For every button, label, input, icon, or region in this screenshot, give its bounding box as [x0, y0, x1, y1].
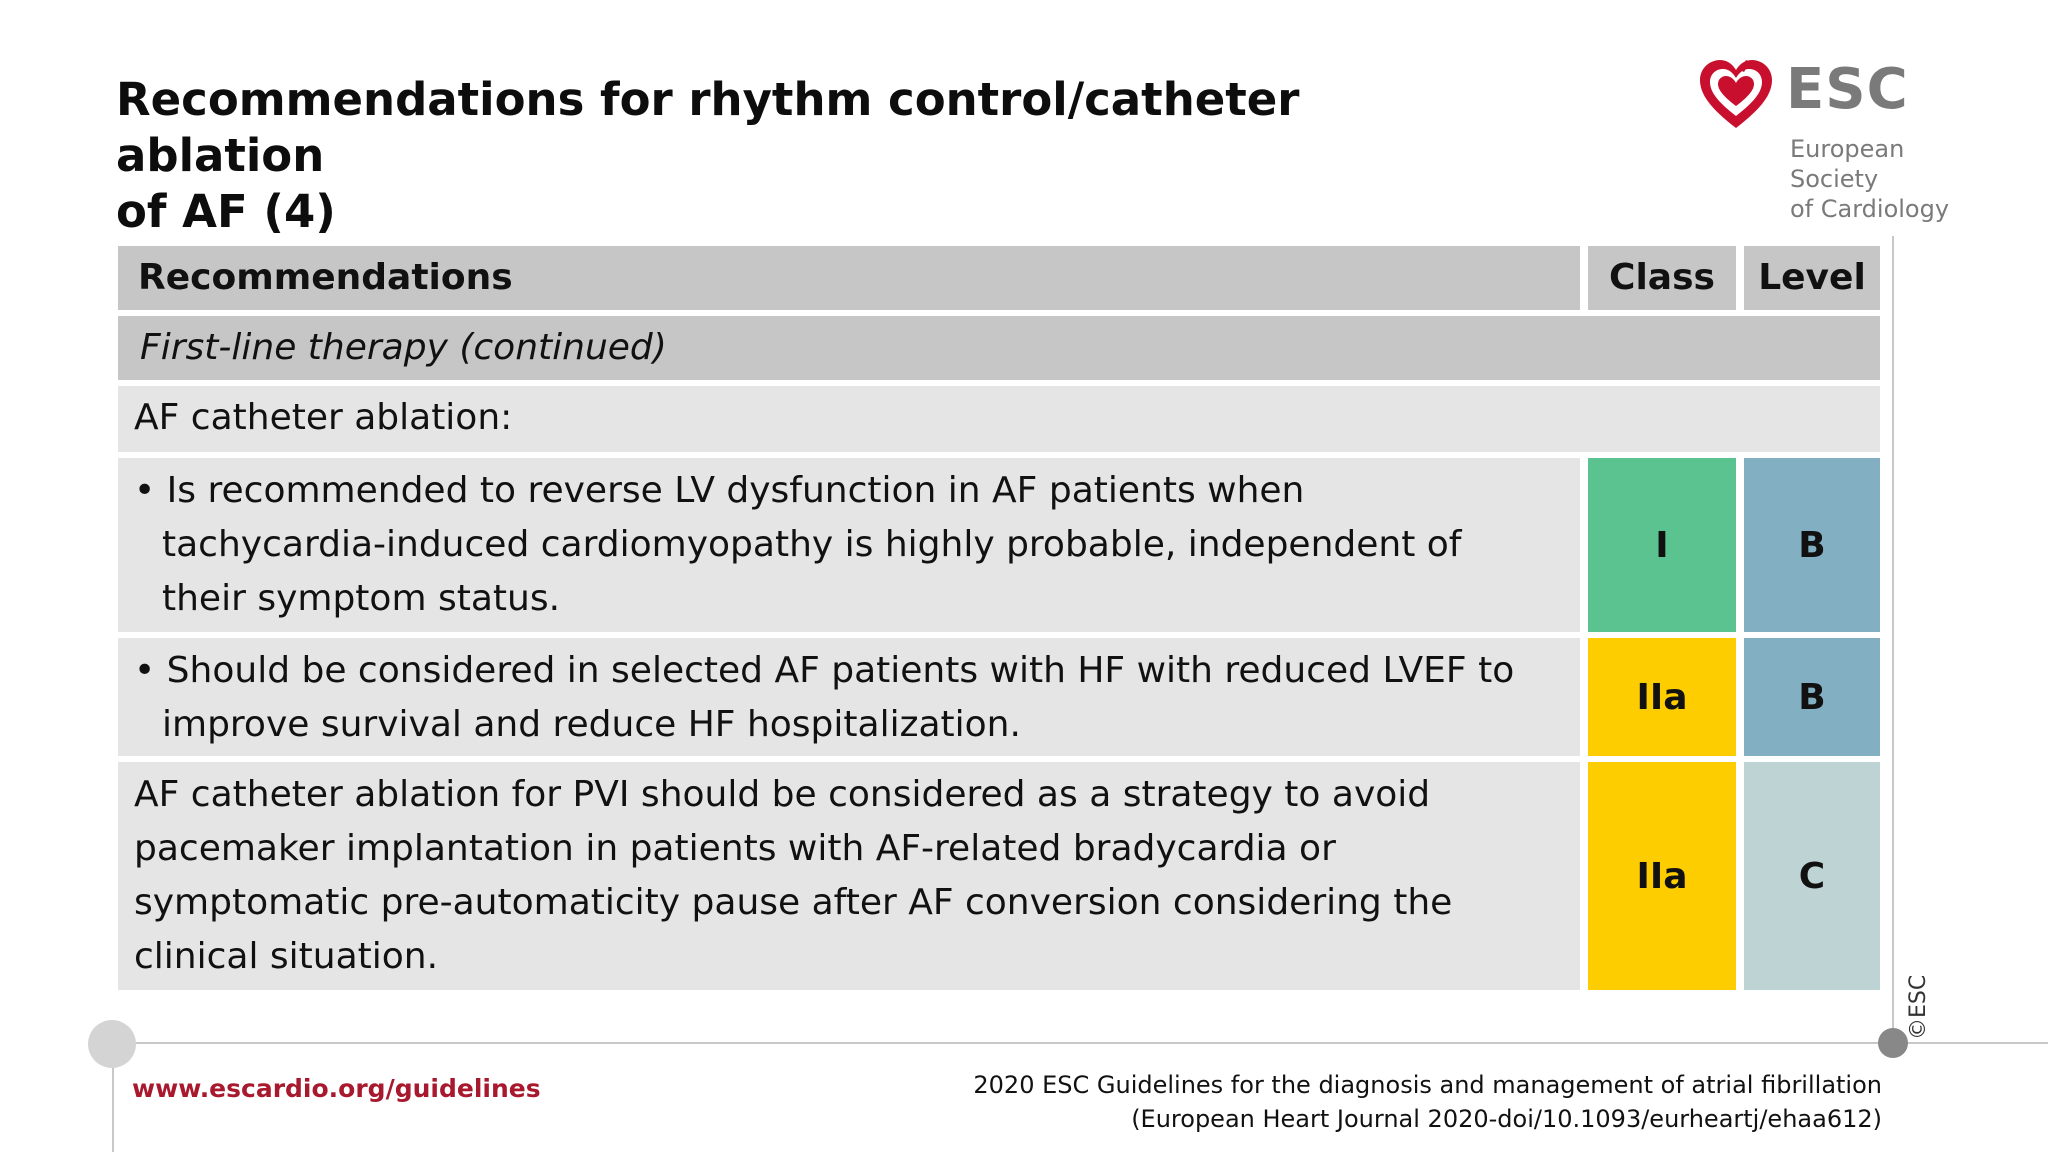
footer-reference-line-2: (European Heart Journal 2020-doi/10.1093/eurheartj/ehaa612): [1131, 1105, 1882, 1133]
section-label: First-line therapy (continued): [118, 316, 1880, 380]
footer-divider-line: [112, 1042, 2048, 1044]
row-3-line-4: clinical situation.: [134, 936, 439, 977]
copyright-label: ©ESC: [1906, 974, 1931, 1040]
slide-title-line-2: of AF (4): [116, 185, 336, 238]
footer-url-link[interactable]: www.escardio.org/guidelines: [132, 1074, 541, 1103]
logo-subtitle-line-1: European Society: [1790, 135, 1905, 193]
header-recommendations: Recommendations: [118, 246, 1580, 310]
row-3-level-badge: C: [1744, 762, 1880, 990]
row-1-level-badge: B: [1744, 458, 1880, 632]
row-3-class-badge: IIa: [1588, 762, 1736, 990]
row-1-line-3: their symptom status.: [162, 578, 561, 619]
row-2-line-1: • Should be considered in selected AF patients with HF with reduced LVEF to: [134, 650, 1515, 691]
row-2-level-badge: B: [1744, 638, 1880, 756]
table-row-2-text: [118, 638, 1580, 756]
footer-reference-line-1: 2020 ESC Guidelines for the diagnosis and management of atrial fibrillation: [973, 1071, 1882, 1099]
row-1-line-1: • Is recommended to reverse LV dysfunction in AF patients when: [134, 470, 1305, 511]
row-1-line-2: tachycardia-induced cardiomyopathy is highly probable, independent of: [162, 524, 1462, 565]
logo-subtitle-line-2: of Cardiology: [1790, 195, 1950, 223]
footer-right-dot: [1878, 1028, 1908, 1058]
footer-reference: [973, 1068, 1882, 1136]
table-row-1-text: [118, 458, 1580, 632]
header-class: Class: [1588, 246, 1736, 310]
esc-logo: [1696, 56, 1986, 223]
row-3-line-2: pacemaker implantation in patients with AF-related bradycardia or: [134, 828, 1336, 869]
row-3-line-3: symptomatic pre-automaticity pause after AF conversion considering the: [134, 882, 1453, 923]
row-1-class-badge: I: [1588, 458, 1736, 632]
row-2-class-badge: IIa: [1588, 638, 1736, 756]
group-label: AF catheter ablation:: [118, 386, 1880, 452]
logo-wordmark: ESC: [1786, 57, 1909, 122]
row-3-line-1: AF catheter ablation for PVI should be considered as a strategy to avoid: [134, 774, 1431, 815]
frame-right-line: [1892, 236, 1894, 1042]
slide-title: [116, 72, 1516, 240]
footer-left-dot: [88, 1020, 136, 1068]
logo-subtitle: [1790, 134, 1990, 224]
header-level: Level: [1744, 246, 1880, 310]
heart-logo-icon: [1696, 56, 1776, 136]
row-2-line-2: improve survival and reduce HF hospitalization.: [162, 704, 1021, 745]
slide-title-line-1: Recommendations for rhythm control/catheter ablation: [116, 73, 1300, 182]
table-row-3-text: [118, 762, 1580, 990]
